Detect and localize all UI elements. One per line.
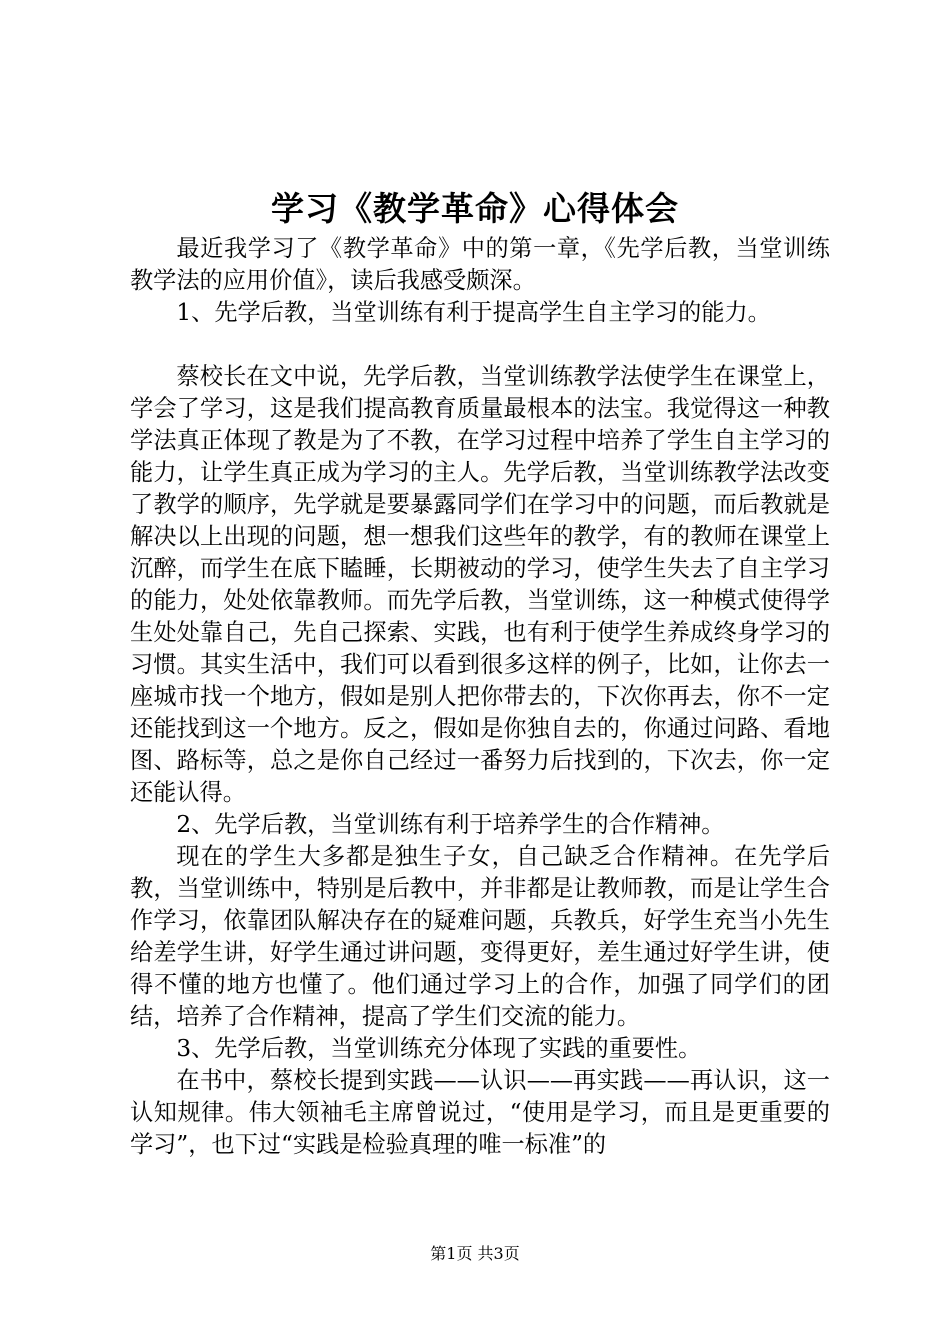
section-heading: 2、先学后教，当堂训练有利于培养学生的合作精神。 (176, 811, 725, 838)
paragraph: 在书中，蔡校长提到实践——认识——再实践——再认识，这一认知规律。伟大领袖毛主席曾说过，“使用是学习，而且是更重要的学习”，也下过“实践是检验真理的唯一标准”的 (130, 1067, 830, 1158)
paragraph: 最近我学习了《教学革命》中的第一章，《先学后教，当堂训练教学法的应用价值》，读后我感受颇深。 (130, 235, 830, 294)
document-body (130, 233, 830, 1161)
document-title: 学习《教学革命》心得体会 (271, 189, 679, 228)
paragraph: 现在的学生大多都是独生子女，自己缺乏合作精神。在先学后教，当堂训练中，特别是后教中，并非都是让教师教，而是让学生合作学习，依靠团队解决存在的疑难问题，兵教兵，好学生充当小先生给差学生讲，好学生通过讲问题，变得更好，差生通过好学生讲，使得不懂的地方也懂了。他们通过学习上的合作，加强了同学们的团结，培养了合作精神，提高了学生们交流的能力。 (130, 843, 830, 1030)
paragraph: 蔡校长在文中说，先学后教，当堂训练教学法使学生在课堂上，学会了学习，这是我们提高教育质量最根本的法宝。我觉得这一种教学法真正体现了教是为了不教，在学习过程中培养了学生自主学习的能力，让学生真正成为学习的主人。先学后教，当堂训练教学法改变了教学的顺序，先学就是要暴露同学们在学习中的问题，而后教就是解决以上出现的问题，想一想我们这些年的教学，有的教师在课堂上沉醉，而学生在底下瞌睡，长期被动的学习，使学生失去了自主学习的能力，处处依靠教师。而先学后教，当堂训练，这一种模式使得学生处处靠自己，先自己探索、实践，也有利于使学生养成终身学习的习惯。其实生活中，我们可以看到很多这样的例子，比如，让你去一座城市找一个地方，假如是别人把你带去的，下次你再去，你不一定还能找到这一个地方。反之，假如是你独自去的，你通过问路、看地图、路标等，总之是你自己经过一番努力后找到的，下次去，你一定还能认得。 (130, 363, 830, 806)
section-heading: 3、先学后教，当堂训练充分体现了实践的重要性。 (176, 1035, 702, 1062)
page-footer: 第1页 共3页 (430, 1244, 520, 1263)
section-heading: 1、先学后教，当堂训练有利于提高学生自主学习的能力。 (176, 299, 771, 326)
blank-line (130, 329, 830, 361)
